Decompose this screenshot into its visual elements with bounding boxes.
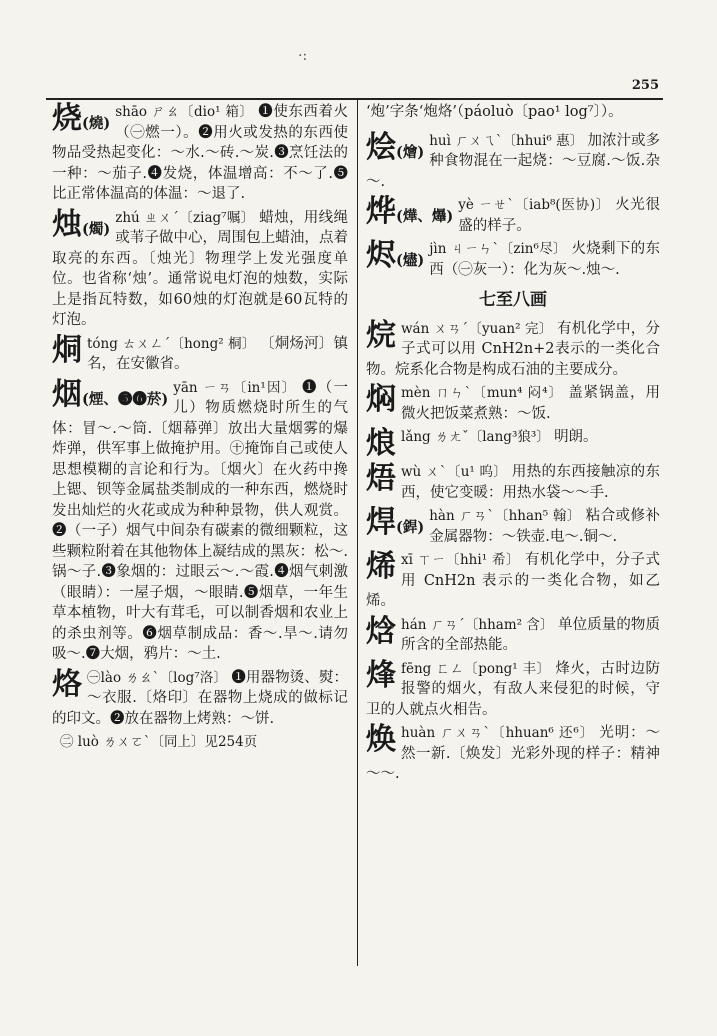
headword: 烺 (366, 427, 396, 459)
definition-text: ❶（一儿）物质燃烧时所生的气体：冒～.～筒.〔烟幕弹〕放出大量烟雾的爆炸弹，供军事上做掩护用。㊉掩饰自己或使人思想模糊的言论和行为。〔烟火〕在火药中搀上锶、钡等金属盐类制成的一种东西，燃烧时发出灿烂的火花或成为种种景物，供人观赏。❷（一子）烟气中间杂有碳素的微细颗粒，这些颗粒附着在其他物体上凝结成的黑灰：松～.锅～子.❸象烟的：过眼云～.～霞.❹烟气刺激（眼睛）：一屋子烟，～眼睛.❺烟草，一年生草本植物，叶大有茸毛，可以制香烟和农业上的杀虫剂等。❻烟草制成品：香～.旱～.请勿吸～.❼大烟，鸦片：～土. (52, 379, 348, 662)
definition-text: 用热的东西接触凉的东西，使它变暖：用热水袋～～手. (401, 464, 660, 501)
sub-entry-reading: ㊁ luò ㄌㄨㄛˋ〔同上〕见254页 (60, 734, 258, 750)
definition-text: 有机化学中，分子式用 CnH2n 表示的一类化合物，如乙烯。 (366, 552, 660, 609)
dictionary-entry (366, 506, 660, 547)
header-rule (46, 98, 663, 100)
pronunciation: fēng ㄈㄥ〔pong¹ 丰〕 (401, 660, 556, 677)
headword-block (366, 464, 396, 494)
headword-block (366, 429, 396, 459)
pronunciation: zhú ㄓㄨˊ〔ziag⁷嘱〕 (115, 209, 260, 226)
pronunciation: yè ㄧㄝˋ〔iab⁸(医协)〕 (458, 197, 616, 213)
headword: 烷 (366, 318, 396, 353)
dictionary-entry (366, 462, 660, 503)
dictionary-entry (52, 208, 348, 331)
pronunciation: lǎng ㄌㄤˇ〔lang³狼³〕 (401, 429, 555, 445)
variant-form: (燴) (396, 143, 425, 161)
variant-form: (煙、❺❻菸) (82, 390, 169, 408)
headword-block (366, 552, 396, 582)
dictionary-entry (52, 378, 348, 665)
page-number: 255 (631, 78, 659, 93)
headword-block (366, 130, 425, 165)
headword: 焐 (366, 462, 396, 496)
dictionary-entry (366, 615, 660, 656)
headword: 烙 (52, 667, 82, 702)
definition-text: 加浓汁或多种食物混在一起烧：～豆腐.～饭.杂～. (366, 132, 660, 190)
pronunciation: huì ㄏㄨㄟˋ〔hhui⁶ 惠〕 (429, 132, 588, 149)
headword-block (52, 667, 82, 702)
pronunciation: ㊀lào ㄌㄠˋ〔log⁷洛〕 (87, 669, 232, 686)
pronunciation: tóng ㄊㄨㄥˊ〔hong² 桐〕 (87, 335, 261, 352)
headword: 烧 (52, 102, 82, 136)
variant-form: (銲) (396, 519, 425, 536)
definition-text: ❶用器物烫、熨：～衣服.〔烙印〕在器物上烧成的做标记的印文。❷放在器物上烤熟：～饼. (52, 669, 348, 727)
definition-text: 有机化学中，分子式可以用 CnH2n+2表示的一类化合物。烷系化合物是构成石油的主要成分。 (366, 320, 660, 378)
pronunciation: wán ㄨㄢˊ〔yuan² 完〕 (401, 320, 558, 337)
pronunciation: mèn ㄇㄣˋ〔mun⁴ 闷⁴〕 (401, 385, 569, 401)
pronunciation: wù ㄨˋ〔u¹ 呜〕 (401, 464, 512, 480)
dictionary-entry (366, 427, 660, 459)
pronunciation: hán ㄏㄢˊ〔hham² 含〕 (401, 616, 558, 633)
headword: 焓 (366, 614, 396, 649)
definition-text: 〔烔炀河〕镇名，在安徽省。 (87, 335, 348, 372)
right-entries-after (366, 319, 660, 785)
right-column (366, 102, 660, 788)
pronunciation: shāo ㄕㄠ〔dio¹ 箱〕 (115, 104, 259, 120)
headword: 烔 (52, 333, 82, 368)
headword: 烽 (366, 658, 396, 693)
headword-block (366, 318, 396, 353)
left-column (52, 102, 348, 753)
dictionary-entry (52, 334, 348, 375)
definition-text: 单位质量的物质所含的全部热能。 (401, 616, 660, 653)
headword: 烛 (52, 207, 82, 242)
definition-text: 烽火，古时边防报警的烟火，有敌人来侵犯的时候，守卫的人就点火相告。 (366, 660, 660, 718)
definition-text: 明朗。 (554, 429, 598, 445)
headword: 烟 (52, 377, 82, 412)
dictionary-entry (52, 102, 348, 205)
headword: 焕 (366, 723, 396, 757)
headword-block (52, 207, 111, 242)
headword-block (366, 658, 396, 693)
pronunciation: hàn ㄏㄢˋ〔hhan⁵ 翰〕 (429, 508, 586, 524)
headword: 烨 (366, 195, 396, 229)
dictionary-entry (366, 659, 660, 721)
definition-text: 火光很盛的样子。 (458, 197, 660, 234)
headword: 焊 (366, 506, 396, 540)
print-smudge: ·: (298, 48, 308, 64)
headword: 烬 (366, 239, 396, 273)
definition-text: 粘合或修补金属器物：～铁壶.电～.铜～. (429, 508, 660, 545)
dictionary-entry (366, 319, 660, 381)
continuation-text: ‘炮’字条‘炮烙’（páoluò〔pao¹ log⁷〕）。 (366, 104, 623, 120)
headword-block (52, 104, 110, 134)
headword-block (366, 197, 453, 227)
headword-block (366, 241, 424, 271)
section-heading: 七至八画 (479, 290, 547, 310)
dictionary-entry (52, 668, 348, 730)
headword-block (52, 333, 82, 368)
headword: 烩 (366, 130, 396, 165)
definition-text: 蜡烛，用线绳或苇子做中心，周围包上蜡油，点着取亮的东西。〔烛光〕物理学上发光强度单位。也省称‘烛’。通常说电灯泡的烛数，实际上是指瓦特数，如60烛的灯泡就是60瓦特的灯泡。 (52, 209, 348, 328)
dictionary-entry (366, 723, 660, 785)
dictionary-entry (366, 195, 660, 236)
pronunciation: huàn ㄏㄨㄢˋ〔hhuan⁶ 还⁶〕 (401, 725, 600, 741)
right-entries-before (366, 131, 660, 281)
dictionary-entry (366, 239, 660, 280)
headword-block (52, 377, 169, 412)
pronunciation: yān ㄧㄢ〔in¹因〕 (173, 379, 303, 396)
definition-text: ❶使东西着火（㊀燃一）。❷用火或发热的东西使物品受热起变化：～水.～砖.～炭.❸烹饪法的一种：～茄子.❹发烧，体温增高：不～了.❺比正常体温高的体温：～退了. (52, 104, 348, 202)
dictionary-entry (366, 383, 660, 424)
headword-block (366, 725, 396, 755)
dictionary-entry (366, 131, 660, 193)
pronunciation: xī ㄒㄧ〔hhi¹ 希〕 (401, 552, 525, 568)
definition-text: 光明：～然一新.〔焕发〕光彩外现的样子：精神～～. (366, 725, 660, 782)
headword: 烯 (366, 550, 396, 584)
pronunciation: jìn ㄐㄧㄣˋ〔zin⁶尽〕 (429, 241, 572, 257)
headword-block (366, 508, 424, 538)
dictionary-entry (366, 550, 660, 612)
headword-block (366, 614, 396, 649)
definition-text: 盖紧锅盖，用微火把饭菜煮熟：～饭. (401, 385, 660, 422)
variant-form: (燼) (396, 252, 425, 269)
column-divider (357, 100, 358, 966)
headword: 焖 (366, 383, 396, 417)
variant-form: (燁、爗) (396, 208, 454, 225)
variant-form: (燒) (82, 115, 111, 132)
headword-block (366, 385, 396, 415)
variant-form: (燭) (82, 220, 111, 238)
definition-text: 火烧剩下的东西（㊀灰一）：化为灰～.烛～. (429, 241, 660, 278)
